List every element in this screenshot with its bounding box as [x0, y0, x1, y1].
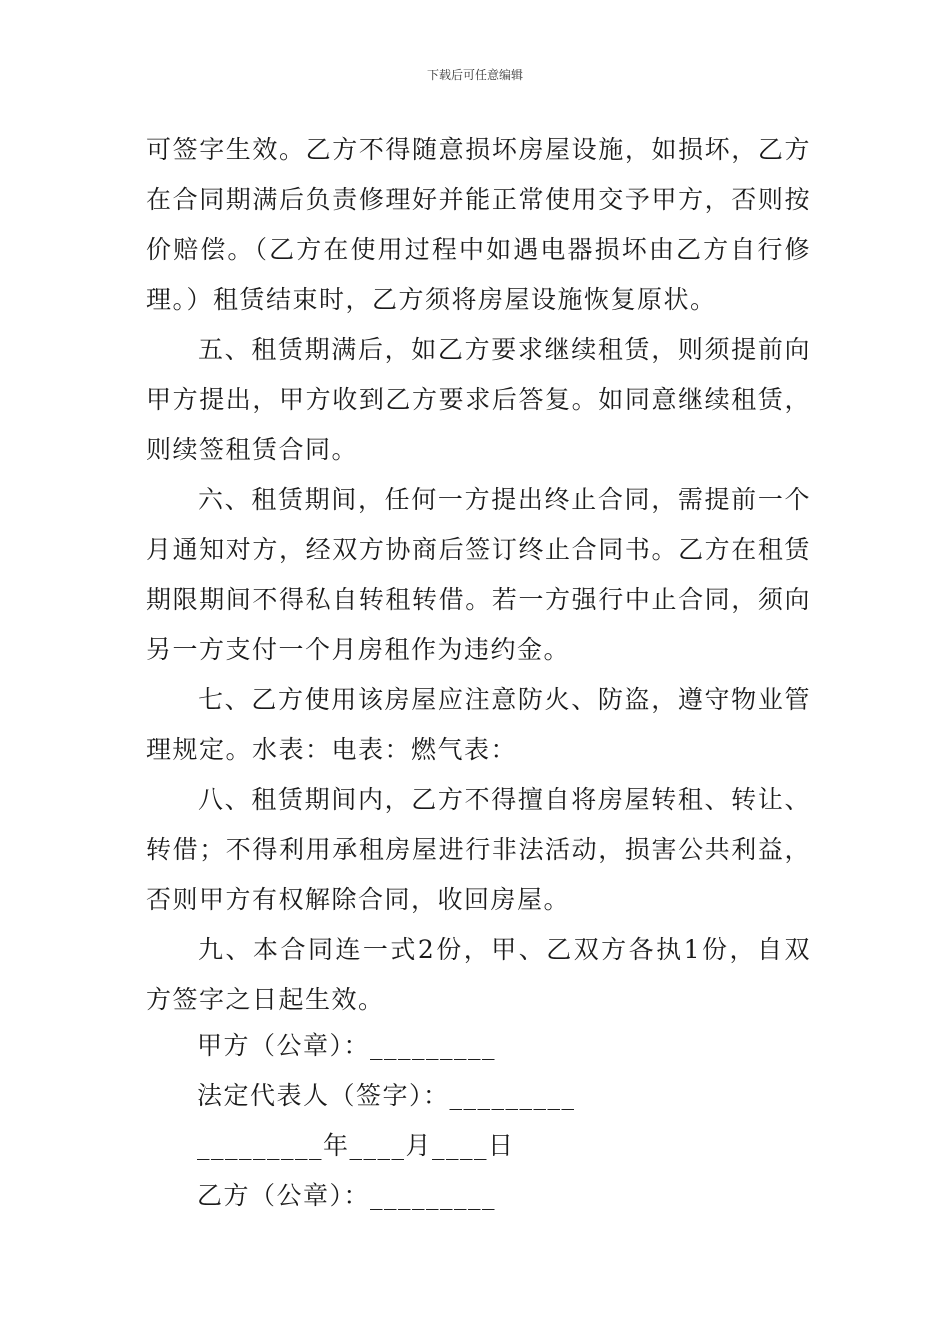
paragraph-clause-7: 七、乙方使用该房屋应注意防火、防盗，遵守物业管理规定。水表：电表：燃气表： — [146, 685, 811, 764]
page-header-note: 下载后可任意编辑 — [426, 68, 523, 82]
contract-body — [146, 125, 811, 1025]
paragraph-clause-5: 五、租赁期满后，如乙方要求继续租赁，则须提前向甲方提出，甲方收到乙方要求后答复。如同意继续租赁，则续签租赁合同。 — [146, 335, 811, 464]
paragraph-continuation: 可签字生效。乙方不得随意损坏房屋设施，如损坏，乙方在合同期满后负责修理好并能正常使用交予甲方，否则按价赔偿。（乙方在使用过程中如遇电器损坏由乙方自行修理。）租赁结束时，乙方须将房屋设施恢复原状。 — [146, 135, 811, 314]
signature-date: _________年____月____日 — [197, 1131, 515, 1160]
paragraph-clause-8: 八、租赁期间内，乙方不得擅自将房屋转租、转让、转借；不得利用承租房屋进行非法活动，损害公共利益，否则甲方有权解除合同，收回房屋。 — [146, 785, 811, 914]
signature-party-b: 乙方（公章）：_________ — [197, 1181, 497, 1210]
paragraph-clause-6: 六、租赁期间，任何一方提出终止合同，需提前一个月通知对方，经双方协商后签订终止合同书。乙方在租赁期限期间不得私自转租转借。若一方强行中止合同，须向另一方支付一个月房租作为违约金。 — [146, 485, 811, 664]
paragraph-clause-9: 九、本合同连一式2份，甲、乙双方各执1份，自双方签字之日起生效。 — [146, 935, 811, 1014]
signature-legal-representative: 法定代表人（签字）：_________ — [197, 1081, 576, 1110]
signature-party-a: 甲方（公章）：_________ — [197, 1031, 497, 1060]
